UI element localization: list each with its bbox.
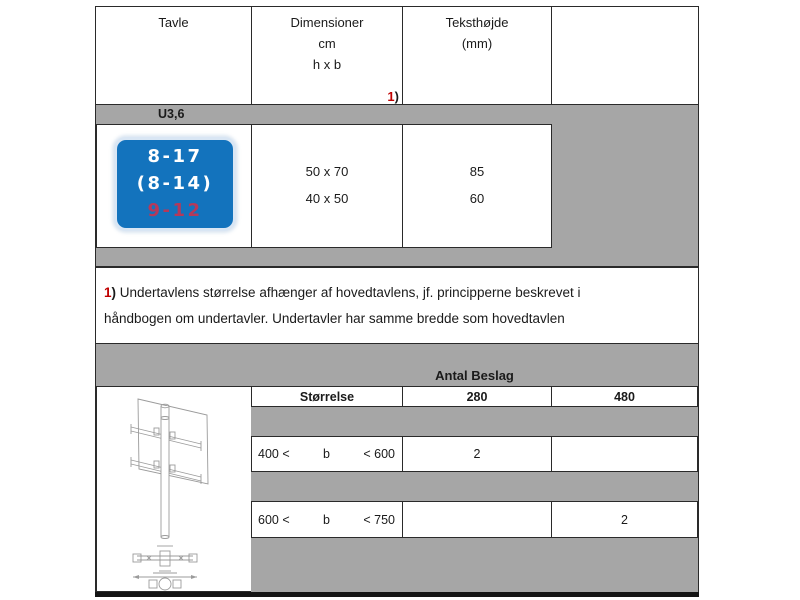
teksthojde-label: Teksthøjde	[445, 15, 509, 30]
header-cell-tavle	[96, 7, 252, 104]
bracket-rows-region	[251, 386, 698, 592]
range-min: 600 <	[258, 512, 290, 527]
footnote-line-2	[104, 306, 690, 332]
signpost-drawing	[97, 387, 251, 591]
header-cell-empty	[552, 7, 698, 104]
sign-line-3: 9-12	[147, 200, 203, 221]
header-cell-teksthojde	[403, 7, 552, 104]
dimensions-cell	[251, 124, 403, 248]
footnote-marker: 1)	[104, 285, 117, 300]
footnote-line-1	[104, 280, 690, 306]
bracket-header-row	[251, 386, 698, 407]
header-480: 480	[614, 389, 635, 404]
beslag-280-value	[403, 502, 552, 537]
range-var: b	[323, 512, 330, 527]
dimensioner-hxb: h x b	[312, 57, 342, 72]
sign-spec-document	[95, 6, 699, 597]
antal-beslag-band	[96, 344, 698, 386]
sign-code-label: U3,6	[158, 107, 185, 121]
dimensioner-unit: cm	[318, 36, 336, 51]
bracket-row-1	[251, 436, 698, 472]
footnote-ref-marker: 1)	[387, 89, 399, 104]
text-height-value-2: 60	[469, 191, 485, 206]
text-height-value-1: 85	[469, 164, 485, 179]
bracket-row-2	[251, 501, 698, 538]
sign-spec-row	[96, 124, 698, 266]
sign-code-band	[96, 105, 698, 124]
dimension-value-1: 50 x 70	[305, 164, 349, 179]
footnote-box	[96, 266, 698, 344]
sign-image-cell	[96, 124, 252, 248]
range-max: < 600	[363, 447, 395, 461]
footnote-text-2: håndbogen om undertavler. Undertavler har samme bredde som hovedtavlen	[104, 311, 565, 326]
sign-line-2: (8-14)	[136, 173, 214, 194]
spec-header-table	[96, 7, 698, 105]
text-height-cell	[402, 124, 552, 248]
size-range-cell	[252, 437, 403, 471]
sign-line-1: 8-17	[147, 146, 203, 167]
teksthojde-unit: (mm)	[461, 36, 493, 51]
range-max: < 750	[363, 512, 395, 527]
bottom-rule	[95, 592, 699, 597]
header-storrelse: Størrelse	[252, 387, 403, 406]
range-min: 400 <	[258, 447, 290, 461]
beslag-280-value: 2	[403, 437, 552, 471]
range-var: b	[323, 447, 330, 461]
size-range-cell	[252, 502, 403, 537]
dimensioner-label: Dimensioner	[290, 15, 364, 30]
header-280: 280	[403, 387, 552, 406]
signpost-drawing-cell	[96, 386, 252, 592]
header-cell-dimensioner	[252, 7, 403, 104]
footnote-text-1: Undertavlens størrelse afhænger af hovedtavlens, jf. principperne beskrevet i	[116, 285, 581, 300]
beslag-480-value	[552, 437, 697, 471]
dimension-value-2: 40 x 50	[305, 191, 349, 206]
bracket-table	[96, 386, 698, 592]
antal-beslag-title: Antal Beslag	[435, 368, 514, 383]
u36-time-plate-sign	[117, 140, 233, 228]
beslag-480-value: 2	[621, 512, 628, 527]
tavle-label: Tavle	[158, 15, 189, 30]
